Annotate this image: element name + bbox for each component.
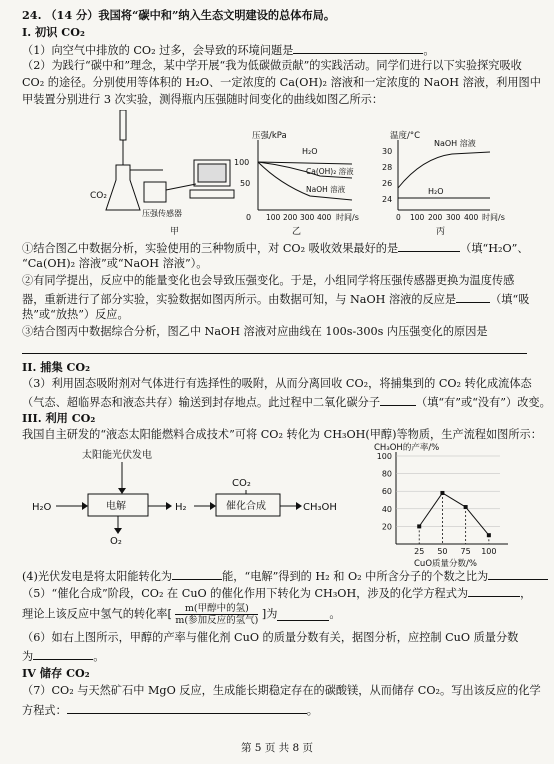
question-2b-line-1: ②有同学提出，反应中的能量变化也会导致压强变化。于是，小组同学将压强传感器更换为温度传感	[22, 274, 515, 287]
temperature-xtick: 400	[464, 213, 479, 222]
yield-data-point	[487, 533, 491, 537]
question-2a-line-1	[22, 240, 540, 256]
question-2-line-2: CO₂ 的途径。分别使用等体积的 H₂O、一定浓度的 Ca(OH)₂ 溶液和一定浓度的 NaOH 溶液，利用图中	[22, 76, 541, 89]
temperature-ytick: 28	[382, 163, 393, 172]
yield-data-point	[440, 491, 444, 495]
process-flow-diagram	[22, 446, 352, 546]
fraction-denominator: m(参加反应的氢气)	[175, 615, 259, 626]
yield-ytick-label: 100	[376, 452, 392, 461]
fraction-numerator: m(甲醇中的氢)	[175, 603, 258, 615]
answer-blank-5a[interactable]	[468, 585, 520, 597]
keyboard-icon	[190, 190, 234, 198]
temperature-caption: 丙	[436, 227, 446, 237]
methanol-product-label: CH₃OH	[303, 502, 337, 513]
conversion-fraction	[175, 603, 258, 626]
pressure-ytick: 0	[246, 213, 252, 222]
answer-blank-2b[interactable]	[456, 291, 490, 303]
question-intro: 我国自主研发的“液态太阳能燃料合成技术”可将 CO₂ 转化为 CH₃OH(甲醇)等物质，生产流程如图所示：	[22, 428, 542, 441]
yield-chart-title: CH₃OH的产率/%	[374, 443, 440, 453]
question-header: 24. （14 分）我国将“碳中和”纳入生态文明建设的总体布局。	[22, 8, 336, 22]
pressure-x-label: 时间/s	[336, 213, 359, 222]
question-4-text: (4)光伏发电是将太阳能转化为	[22, 570, 173, 583]
pressure-sensor-icon	[144, 182, 166, 202]
yield-ytick-label: 80	[381, 469, 392, 479]
answer-blank-2a[interactable]	[398, 240, 460, 252]
temperature-ytick: 30	[382, 147, 393, 156]
flask-icon	[106, 165, 140, 210]
yield-data-point	[464, 505, 468, 509]
answer-blank-3[interactable]	[380, 394, 416, 406]
temperature-series-label: NaOH 溶液	[434, 139, 476, 148]
temperature-x-label: 时间/s	[482, 213, 505, 222]
yield-line	[419, 493, 489, 535]
section-title-4: IV 储存 CO₂	[22, 666, 90, 680]
question-2b-tail: （填“吸	[490, 293, 530, 306]
question-5-line-2: 理论上该反应中氢气的转化率[ m(甲醇中的氢) m(参加反应的氢气) ]为 。	[22, 603, 341, 626]
question-1: （1）向空气中排放的 CO₂ 过多，会导致的环境问题是 。	[22, 44, 435, 57]
pressure-xtick: 200	[283, 213, 298, 222]
pressure-xtick: 400	[317, 213, 332, 222]
question-2b-line-3: 热”或“放热”）反应。	[22, 308, 129, 321]
question-6-line-1: （6）如右上图所示，甲醇的产率与催化剂 CuO 的质量分数有关，据图分析，应控制 CuO 质量分数	[22, 631, 519, 644]
question-5-pre: 理论上该反应中氢气的转化率[	[22, 607, 172, 621]
apparatus-caption: 甲	[170, 227, 180, 237]
question-2c-line-2	[22, 342, 540, 358]
o2-output-label: O₂	[110, 536, 122, 546]
yield-xtick-label: 25	[414, 547, 425, 556]
h2-label: H₂	[175, 502, 187, 513]
h2o-input-label: H₂O	[32, 502, 52, 513]
pressure-series-label: H₂O	[302, 147, 318, 156]
question-2a-line-2: “Ca(OH)₂ 溶液”或“NaOH 溶液”）。	[22, 257, 208, 270]
question-3-tail: （填“有”或“没有”）改变。	[416, 396, 551, 409]
answer-blank-2c[interactable]	[22, 342, 527, 354]
answer-blank-1[interactable]	[293, 42, 423, 54]
pressure-series-label: Ca(OH)₂ 溶液	[306, 167, 354, 176]
question-4	[22, 568, 540, 584]
yield-ytick-label: 20	[381, 522, 392, 532]
question-2b-line-2	[22, 291, 540, 307]
question-2c-line-1: ③结合图丙中数据综合分析，图乙中 NaOH 溶液对应曲线在 100s-300s 内压强变化的原因是	[22, 325, 488, 338]
temperature-xtick: 200	[428, 213, 443, 222]
sensor-label: 压强传感器	[142, 209, 182, 218]
syringe-icon	[120, 110, 126, 140]
catalysis-label: 催化合成	[226, 501, 266, 512]
temperature-xtick: 300	[446, 213, 461, 222]
methanol-yield-chart	[368, 440, 518, 570]
pressure-xtick: 300	[300, 213, 315, 222]
question-5-post: ]为	[261, 607, 278, 621]
yield-xtick-label: 100	[481, 547, 497, 556]
answer-blank-4b[interactable]	[488, 568, 548, 580]
temperature-ytick: 26	[382, 179, 393, 188]
question-2-line-1: （2）为践行“碳中和”理念，某中学开展“我为低碳做贡献”的实践活动。同学们进行以下实验探究吸收	[22, 59, 522, 72]
section-title-2: II. 捕集 CO₂	[22, 360, 91, 374]
question-2-line-3: 甲装置分别进行 3 次实验，测得瓶内压强随时间变化的曲线如图乙所示：	[22, 93, 384, 106]
section-title-3: III. 利用 CO₂	[22, 411, 96, 425]
electrolysis-label: 电解	[106, 501, 126, 512]
temperature-graph	[372, 128, 532, 238]
question-2b-text: 器，重新进行了部分实验，实验数据如图丙所示。由数据可知，与 NaOH 溶液的反应是	[22, 293, 457, 306]
answer-blank-6[interactable]	[33, 648, 93, 660]
solar-power-label: 太阳能光伏发电	[82, 450, 152, 461]
answer-blank-5b[interactable]	[277, 609, 329, 621]
question-7-text: 方程式：	[22, 704, 67, 717]
section-title-1: I. 初识 CO₂	[22, 25, 85, 39]
temperature-y-label: 温度/°C	[390, 131, 421, 141]
question-2a-tail: （填“H₂O”、	[460, 242, 529, 255]
yield-data-point	[417, 524, 421, 528]
answer-blank-4a[interactable]	[172, 568, 222, 580]
pressure-y-label: 压强/kPa	[252, 131, 287, 141]
co2-label: CO₂	[90, 191, 107, 201]
pressure-graph	[230, 128, 365, 238]
question-7-line-2: 方程式： 。	[22, 704, 318, 717]
yield-chart-x-label: CuO质量分数/%	[414, 559, 477, 569]
yield-ytick-label: 60	[381, 487, 392, 497]
yield-xtick-label: 50	[437, 547, 448, 556]
question-3-text: （气态、超临界态和液态共存）输送到封存地点。此过程中二氧化碳分子	[22, 396, 381, 409]
answer-blank-7[interactable]	[67, 702, 307, 714]
pressure-series-label: NaOH 溶液	[306, 185, 346, 194]
question-7-line-1: （7）CO₂ 与天然矿石中 MgO 反应，生成能长期稳定存在的碳酸镁，从而储存 CO₂。写出该反应的化学	[22, 684, 541, 697]
question-5-text: （5）“催化合成”阶段，CO₂ 在 CuO 的催化作用下转化为 CH₃OH，涉及的化学方程式为	[22, 587, 469, 600]
co2-input-label: CO₂	[232, 478, 251, 489]
question-1-text: （1）向空气中排放的 CO₂ 过多，会导致的环境问题是	[22, 44, 294, 57]
yield-ytick-label: 40	[381, 504, 392, 514]
question-2a-text: ①结合图乙中数据分析，实验使用的三种物质中，对 CO₂ 吸收效果最好的是	[22, 242, 399, 255]
pressure-ytick: 100	[234, 158, 250, 167]
page-footer: 第 5 页 共 8 页	[240, 742, 314, 754]
temperature-xtick: 0	[396, 213, 401, 222]
temperature-ytick: 24	[382, 195, 393, 204]
question-6-text: 为	[22, 650, 34, 663]
question-6-line-2: 为 。	[22, 650, 105, 663]
pressure-caption: 乙	[292, 227, 302, 237]
temperature-series-label: H₂O	[428, 187, 444, 196]
yield-xtick-label: 75	[460, 547, 471, 556]
question-3-line-1: （3）利用固态吸附剂对气体进行有选择性的吸附，从而分离回收 CO₂，将捕集到的 CO₂ 转化成流体态	[22, 377, 532, 390]
temperature-xtick: 100	[410, 213, 425, 222]
question-5-line-1: （5）“催化合成”阶段，CO₂ 在 CuO 的催化作用下转化为 CH₃OH，涉及的化学方程式为 ，	[22, 587, 532, 600]
pressure-xtick: 100	[266, 213, 281, 222]
question-4-mid: 能，“电解”得到的 H₂ 和 O₂ 中所含分子的个数之比为	[222, 570, 489, 583]
question-3-line-2	[22, 394, 551, 410]
naoh-temp-curve	[398, 152, 490, 188]
pressure-ytick: 50	[240, 179, 251, 188]
